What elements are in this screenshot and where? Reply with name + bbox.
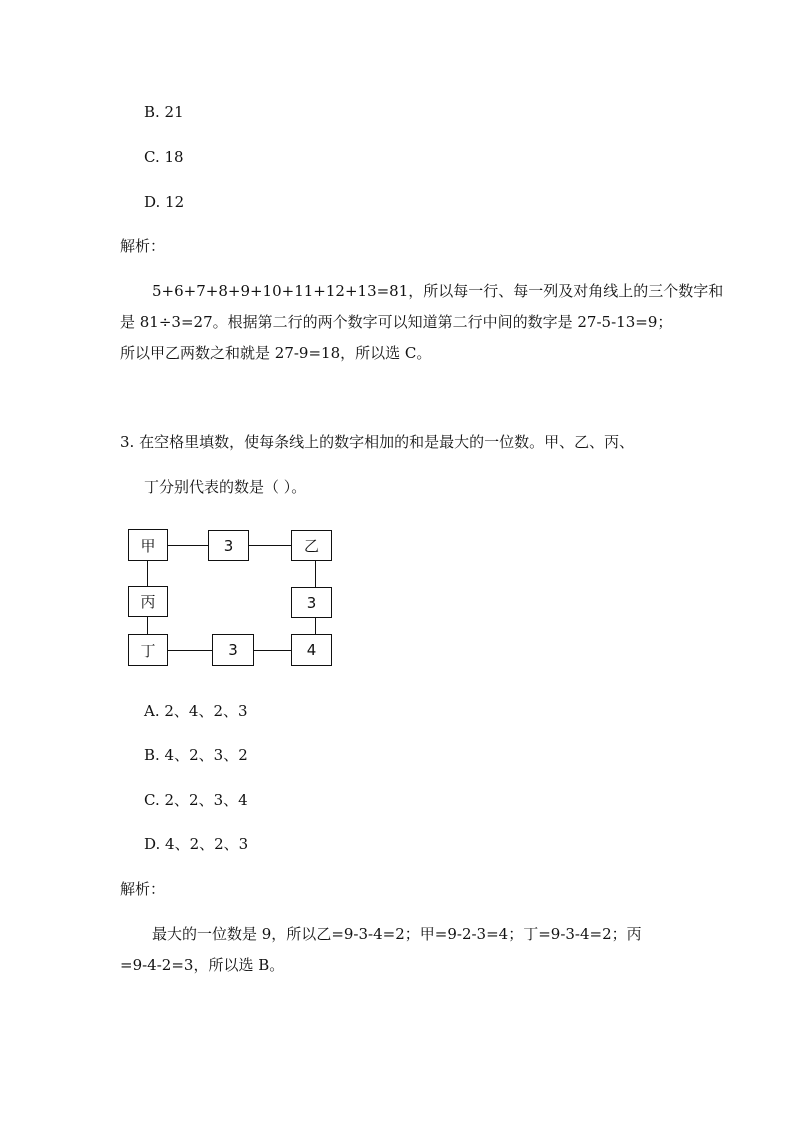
- q2-analysis-line-1: 5+6+7+8+9+10+11+12+13=81，所以每一行、每一列及对角线上的三个数字和: [152, 282, 724, 300]
- q3-option-b: B. 4、2、3、2: [144, 746, 248, 764]
- q2-analysis-label: 解析：: [120, 237, 166, 255]
- box-right-middle: 3: [291, 587, 332, 618]
- line-bottom-left: [168, 650, 212, 651]
- line-top-right: [249, 545, 291, 546]
- q2-option-b: B. 21: [144, 103, 184, 121]
- line-left-top: [147, 561, 148, 586]
- line-right-top: [315, 561, 316, 587]
- box-jia: 甲: [128, 529, 168, 561]
- q2-analysis-line-3: 所以甲乙两数之和就是 27-9=18，所以选 C。: [120, 344, 432, 362]
- box-bing: 丙: [128, 586, 168, 617]
- q3-option-a: A. 2、4、2、3: [144, 702, 248, 720]
- box-bottom-right: 4: [291, 634, 332, 666]
- q2-analysis-line-2: 是 81÷3=27。根据第二行的两个数字可以知道第二行中间的数字是 27-5-13=9；: [120, 313, 673, 331]
- box-top-middle: 3: [208, 530, 249, 561]
- q2-option-c: C. 18: [144, 148, 184, 166]
- line-right-bottom: [315, 618, 316, 634]
- box-ding: 丁: [128, 634, 168, 666]
- q3-analysis-label: 解析：: [120, 880, 166, 898]
- q3-question-line-2: 丁分别代表的数是（ ）。: [144, 478, 307, 496]
- q3-question-line-1: 3. 在空格里填数，使每条线上的数字相加的和是最大的一位数。甲、乙、丙、: [120, 433, 635, 451]
- line-top-left: [168, 545, 208, 546]
- q3-analysis-line-2: =9-4-2=3，所以选 B。: [120, 956, 285, 974]
- q3-option-d: D. 4、2、2、3: [144, 835, 249, 853]
- q3-analysis-line-1: 最大的一位数是 9，所以乙=9-3-4=2；甲=9-2-3=4；丁=9-3-4=2；丙: [152, 925, 642, 943]
- q3-option-c: C. 2、2、3、4: [144, 791, 248, 809]
- line-left-bottom: [147, 617, 148, 635]
- box-yi: 乙: [291, 530, 332, 561]
- line-bottom-right: [254, 650, 291, 651]
- q2-option-d: D. 12: [144, 193, 185, 211]
- box-bottom-middle: 3: [212, 634, 254, 666]
